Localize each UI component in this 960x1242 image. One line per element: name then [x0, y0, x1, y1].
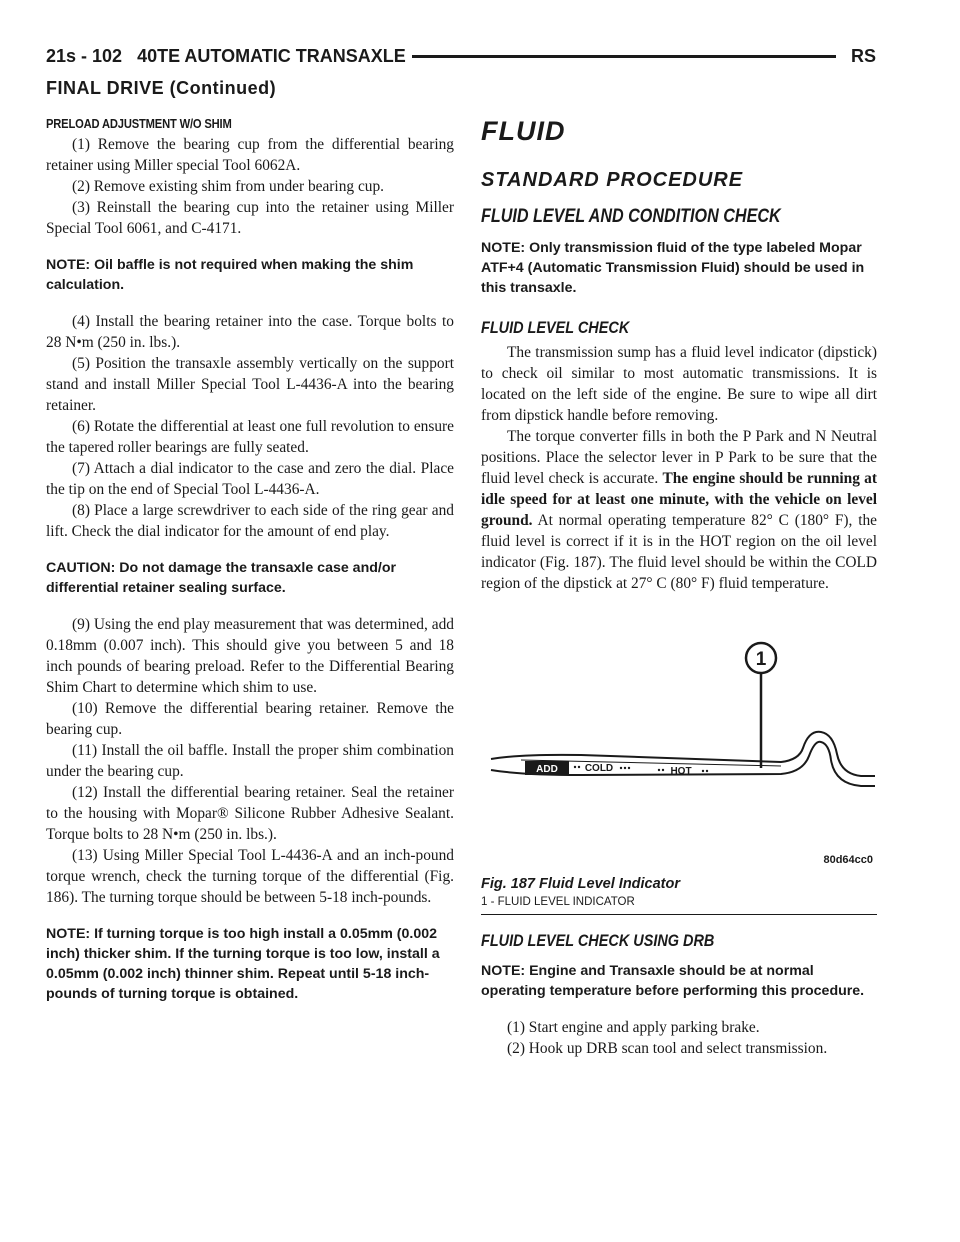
callout-number: 1	[755, 649, 767, 670]
page-number: 21s - 102	[46, 46, 123, 66]
figure-legend: 1 - FLUID LEVEL INDICATOR	[481, 896, 877, 915]
step-13: (13) Using Miller Special Tool L-4436-A and an inch-pound torque wrench, check the turning torque of the differential (Fig. 186). The turning torque should be between 5-18 inch-pounds.	[46, 847, 454, 906]
note-operating-temperature: NOTE: Engine and Transaxle should be at normal operating temperature before performing this procedure.	[481, 963, 865, 999]
section-continued-title: FINAL DRIVE (Continued)	[46, 78, 277, 98]
heading-fluid-level-check: FLUID LEVEL CHECK	[481, 318, 630, 337]
heading-fluid: FLUID	[481, 116, 566, 146]
preload-subhead: PRELOAD ADJUSTMENT W/O SHIM	[46, 116, 232, 131]
hot-label: HOT	[670, 766, 692, 777]
heading-level-condition-check: FLUID LEVEL AND CONDITION CHECK	[481, 206, 781, 227]
step-1: (1) Remove the bearing cup from the differential bearing retainer using Miller special Tool 6062A.	[46, 136, 454, 174]
step-10: (10) Remove the differential bearing retainer. Remove the bearing cup.	[46, 700, 454, 738]
heading-level-check-drb: FLUID LEVEL CHECK USING DRB	[481, 931, 715, 950]
level-check-text-a: The torque converter fills in both the P Park and N Neutral positions. Place the selector lever in P Park to be sure that the fluid level check is accurate.	[481, 428, 877, 487]
note-atf4: NOTE: Only transmission fluid of the type labeled Mopar ATF+4 (Automatic Transmission Fluid) should be used in this transaxle.	[481, 240, 865, 296]
step-4: (4) Install the bearing retainer into the case. Torque bolts to 28 N•m (250 in. lbs.).	[46, 313, 454, 351]
step-9: (9) Using the end play measurement that was determined, add 0.18mm (0.007 inch). This should give you between 5 and 18 inch pounds of bearing preload. Refer to the Differential Bearing Shim Chart to determine which shim to use.	[46, 616, 454, 696]
figure-code: 80d64cc0	[823, 854, 873, 866]
step-8: (8) Place a large screwdriver to each side of the ring gear and lift. Check the dial indicator for the amount of end play.	[46, 502, 454, 540]
page-header	[46, 46, 876, 70]
step-6: (6) Rotate the differential at least one full revolution to ensure the tapered roller bearings are fully seated.	[46, 418, 454, 456]
step-12: (12) Install the differential bearing retainer. Seal the retainer to the housing with Mopar® Silicone Rubber Adhesive Sealant. Torque bolts to 28 N•m (250 in. lbs.).	[46, 784, 454, 843]
dipstick-illustration	[481, 612, 877, 872]
level-check-paragraph-2	[481, 426, 877, 594]
heading-standard-procedure: STANDARD PROCEDURE	[481, 169, 744, 191]
step-11: (11) Install the oil baffle. Install the proper shim combination under the bearing cup.	[46, 742, 454, 780]
step-5: (5) Position the transaxle assembly vertically on the support stand and install Miller Special Tool L-4436-A into the bearing retainer.	[46, 355, 454, 414]
header-code: RS	[850, 46, 876, 66]
figure-fluid-level-indicator	[481, 612, 877, 872]
level-check-paragraph-1: The transmission sump has a fluid level indicator (dipstick) to check oil similar to most automatic transmissions. It is located on the left side of the engine. Be sure to wipe all dirt from dipstick handle before removing.	[481, 344, 877, 424]
figure-caption: Fig. 187 Fluid Level Indicator	[481, 876, 681, 892]
drb-step-1: (1) Start engine and apply parking brake.	[507, 1019, 760, 1036]
caution-sealing: CAUTION: Do not damage the transaxle case and/or differential retainer sealing surface.	[46, 560, 397, 596]
note-oil-baffle: NOTE: Oil baffle is not required when making the shim calculation.	[46, 257, 414, 293]
level-check-bold: The engine should be running at idle speed for at least one minute, with the vehicle on level ground.	[481, 470, 877, 529]
add-label: ADD	[536, 764, 558, 775]
header-rule	[412, 55, 836, 58]
header-left	[46, 46, 406, 67]
step-3: (3) Reinstall the bearing cup into the retainer using Miller Special Tool 6061, and C-4171.	[46, 199, 454, 237]
cold-label: COLD	[584, 763, 614, 774]
level-check-text-c: At normal operating temperature 82° C (180° F), the fluid level is correct if it is in the HOT region on the oil level indicator (Fig. 187). The fluid level should be within the COLD region of the dipstick at 27° C (80° F) fluid temperature.	[481, 512, 878, 592]
left-column	[46, 116, 454, 1020]
right-column	[481, 116, 877, 1059]
note-turning-torque: NOTE: If turning torque is too high install a 0.05mm (0.002 inch) thicker shim. If the turning torque is too low, install a 0.05mm (0.002 inch) thinner shim. Repeat until 5-18 inch-pounds of turning torque is obtained.	[46, 926, 440, 1002]
step-2: (2) Remove existing shim from under bearing cup.	[72, 178, 385, 195]
step-7: (7) Attach a dial indicator to the case and zero the dial. Place the tip on the end of Special Tool L-4436-A.	[46, 460, 454, 498]
drb-step-2: (2) Hook up DRB scan tool and select transmission.	[507, 1040, 828, 1057]
header-title: 40TE AUTOMATIC TRANSAXLE	[137, 46, 406, 66]
